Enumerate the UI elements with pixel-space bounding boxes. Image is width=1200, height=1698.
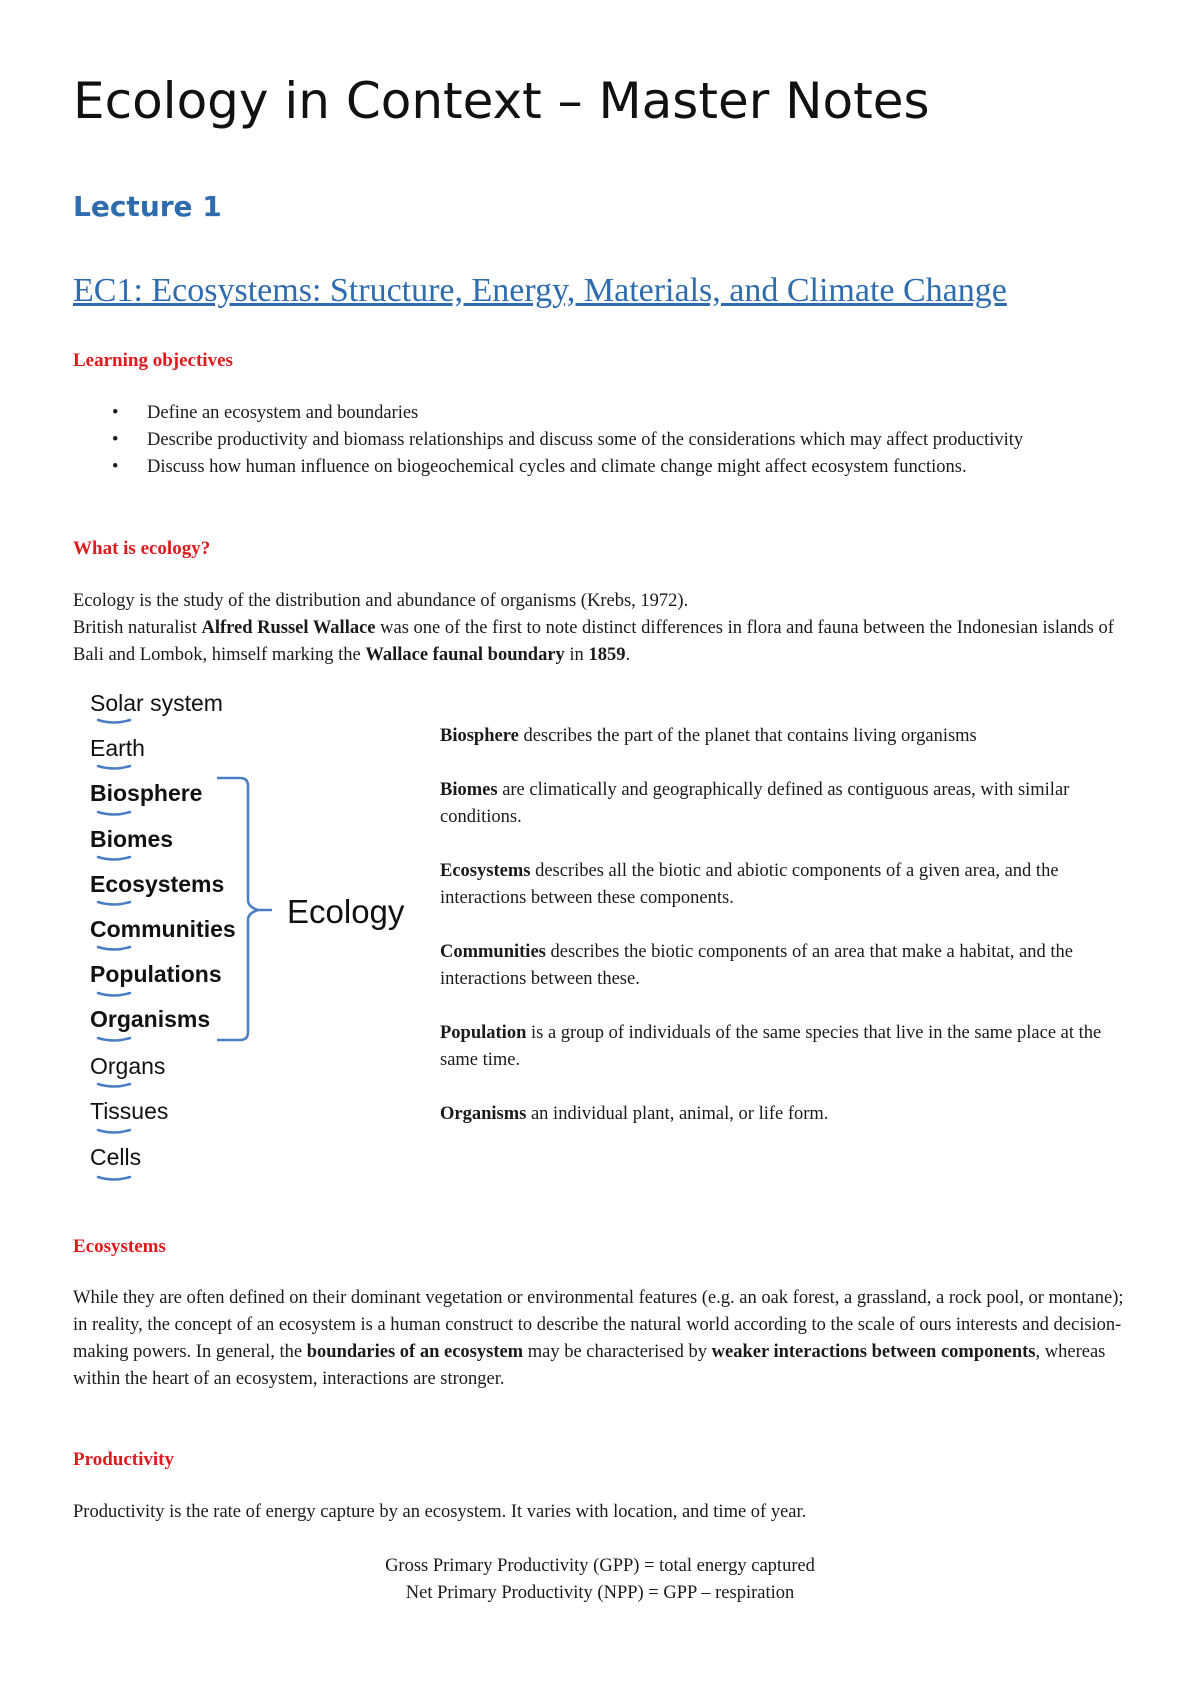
learning-objectives-heading: Learning objectives [73,350,233,371]
level-biomes: Biomes [90,826,174,852]
level-earth: Earth [90,735,145,761]
wallace-paragraph: British naturalist Alfred Russel Wallace was one of the first to note distinct differences in flora and fauna between the Indonesian islands of Bali and Lombok, himself marking the Wallace faunal boundary in 1859. [73,618,1114,665]
what-is-ecology-heading: What is ecology? [73,538,211,559]
section-title: Ecosystems: Structure, Energy, Materials, and Climate Change [151,272,1007,309]
down-arrow-icon [98,857,130,860]
ecology-definition: Ecology is the study of the distribution and abundance of organisms (Krebs, 1972). [73,591,689,611]
lecture-heading: Lecture 1 [73,190,222,223]
level-tissues: Tissues [90,1098,169,1124]
level-solar-system: Solar system [90,690,223,716]
level-organisms: Organisms [90,1006,211,1032]
level-cells: Cells [90,1144,142,1170]
down-arrow-icon [98,1084,130,1087]
definitions-list [440,723,1140,1128]
level-communities: Communities [90,916,236,942]
bullet-icon: • [112,430,119,450]
down-arrow-icon [98,720,130,723]
bullet-icon: • [112,457,119,477]
definition-communities: Communities describes the biotic components of an area that make a habitat, and the interactions between these. [440,942,1073,989]
level-biosphere: Biosphere [90,780,203,806]
down-arrow-icon [98,812,130,815]
ecosystems-paragraph: While they are often defined on their dominant vegetation or environmental features (e.g. an oak forest, a grassland, a rock pool, or montane); in reality, the concept of an ecosystem is a human construct to describe the natural world according to the scale of ours interests and decision-making powers. In general, the boundaries of an ecosystem may be characterised by weaker interactions between components, whereas within the heart of an ecosystem, interactions are stronger. [73,1288,1124,1389]
level-populations: Populations [90,961,222,987]
down-arrow-icon [98,993,130,996]
bullet-icon: • [112,403,119,423]
ecology-bracket-label: Ecology [287,893,405,930]
hierarchy-graphics [0,0,420,1200]
productivity-definition: Productivity is the rate of energy capture by an ecosystem. It varies with location, and time of year. [73,1502,807,1522]
list-item: • Describe productivity and biomass relationships and discuss some of the considerations which may affect productivity [73,427,1133,454]
definition-organisms: Organisms an individual plant, animal, or life form. [440,1104,829,1124]
list-item: • Discuss how human influence on biogeochemical cycles and climate change might affect ecosystem functions. [73,454,1133,481]
down-arrow-icon [98,947,130,950]
down-arrow-icon [98,766,130,769]
level-ecosystems: Ecosystems [90,871,225,897]
level-organs: Organs [90,1053,166,1079]
down-arrow-icon [98,1177,130,1180]
bracket-icon [217,778,272,1040]
npp-equation: Net Primary Productivity (NPP) = GPP – respiration [405,1583,795,1603]
definition-population: Population is a group of individuals of the same species that live in the same place at the same time. [440,1023,1102,1070]
down-arrow-icon [98,1130,130,1133]
list-item: • Define an ecosystem and boundaries [73,400,1133,427]
section-code: EC1: [73,272,143,309]
definition-biomes: Biomes are climatically and geographically defined as contiguous areas, with similar conditions. [440,780,1070,827]
document-title: Ecology in Context – Master Notes [73,72,930,130]
down-arrow-icon [98,1038,130,1041]
ecosystems-heading: Ecosystems [73,1236,166,1257]
gpp-equation: Gross Primary Productivity (GPP) = total energy captured [385,1556,815,1576]
productivity-heading: Productivity [73,1449,174,1470]
definition-biosphere: Biosphere describes the part of the planet that contains living organisms [440,726,977,746]
definition-ecosystems: Ecosystems describes all the biotic and abiotic components of a given area, and the interactions between these components. [440,861,1059,908]
down-arrow-icon [98,902,130,905]
